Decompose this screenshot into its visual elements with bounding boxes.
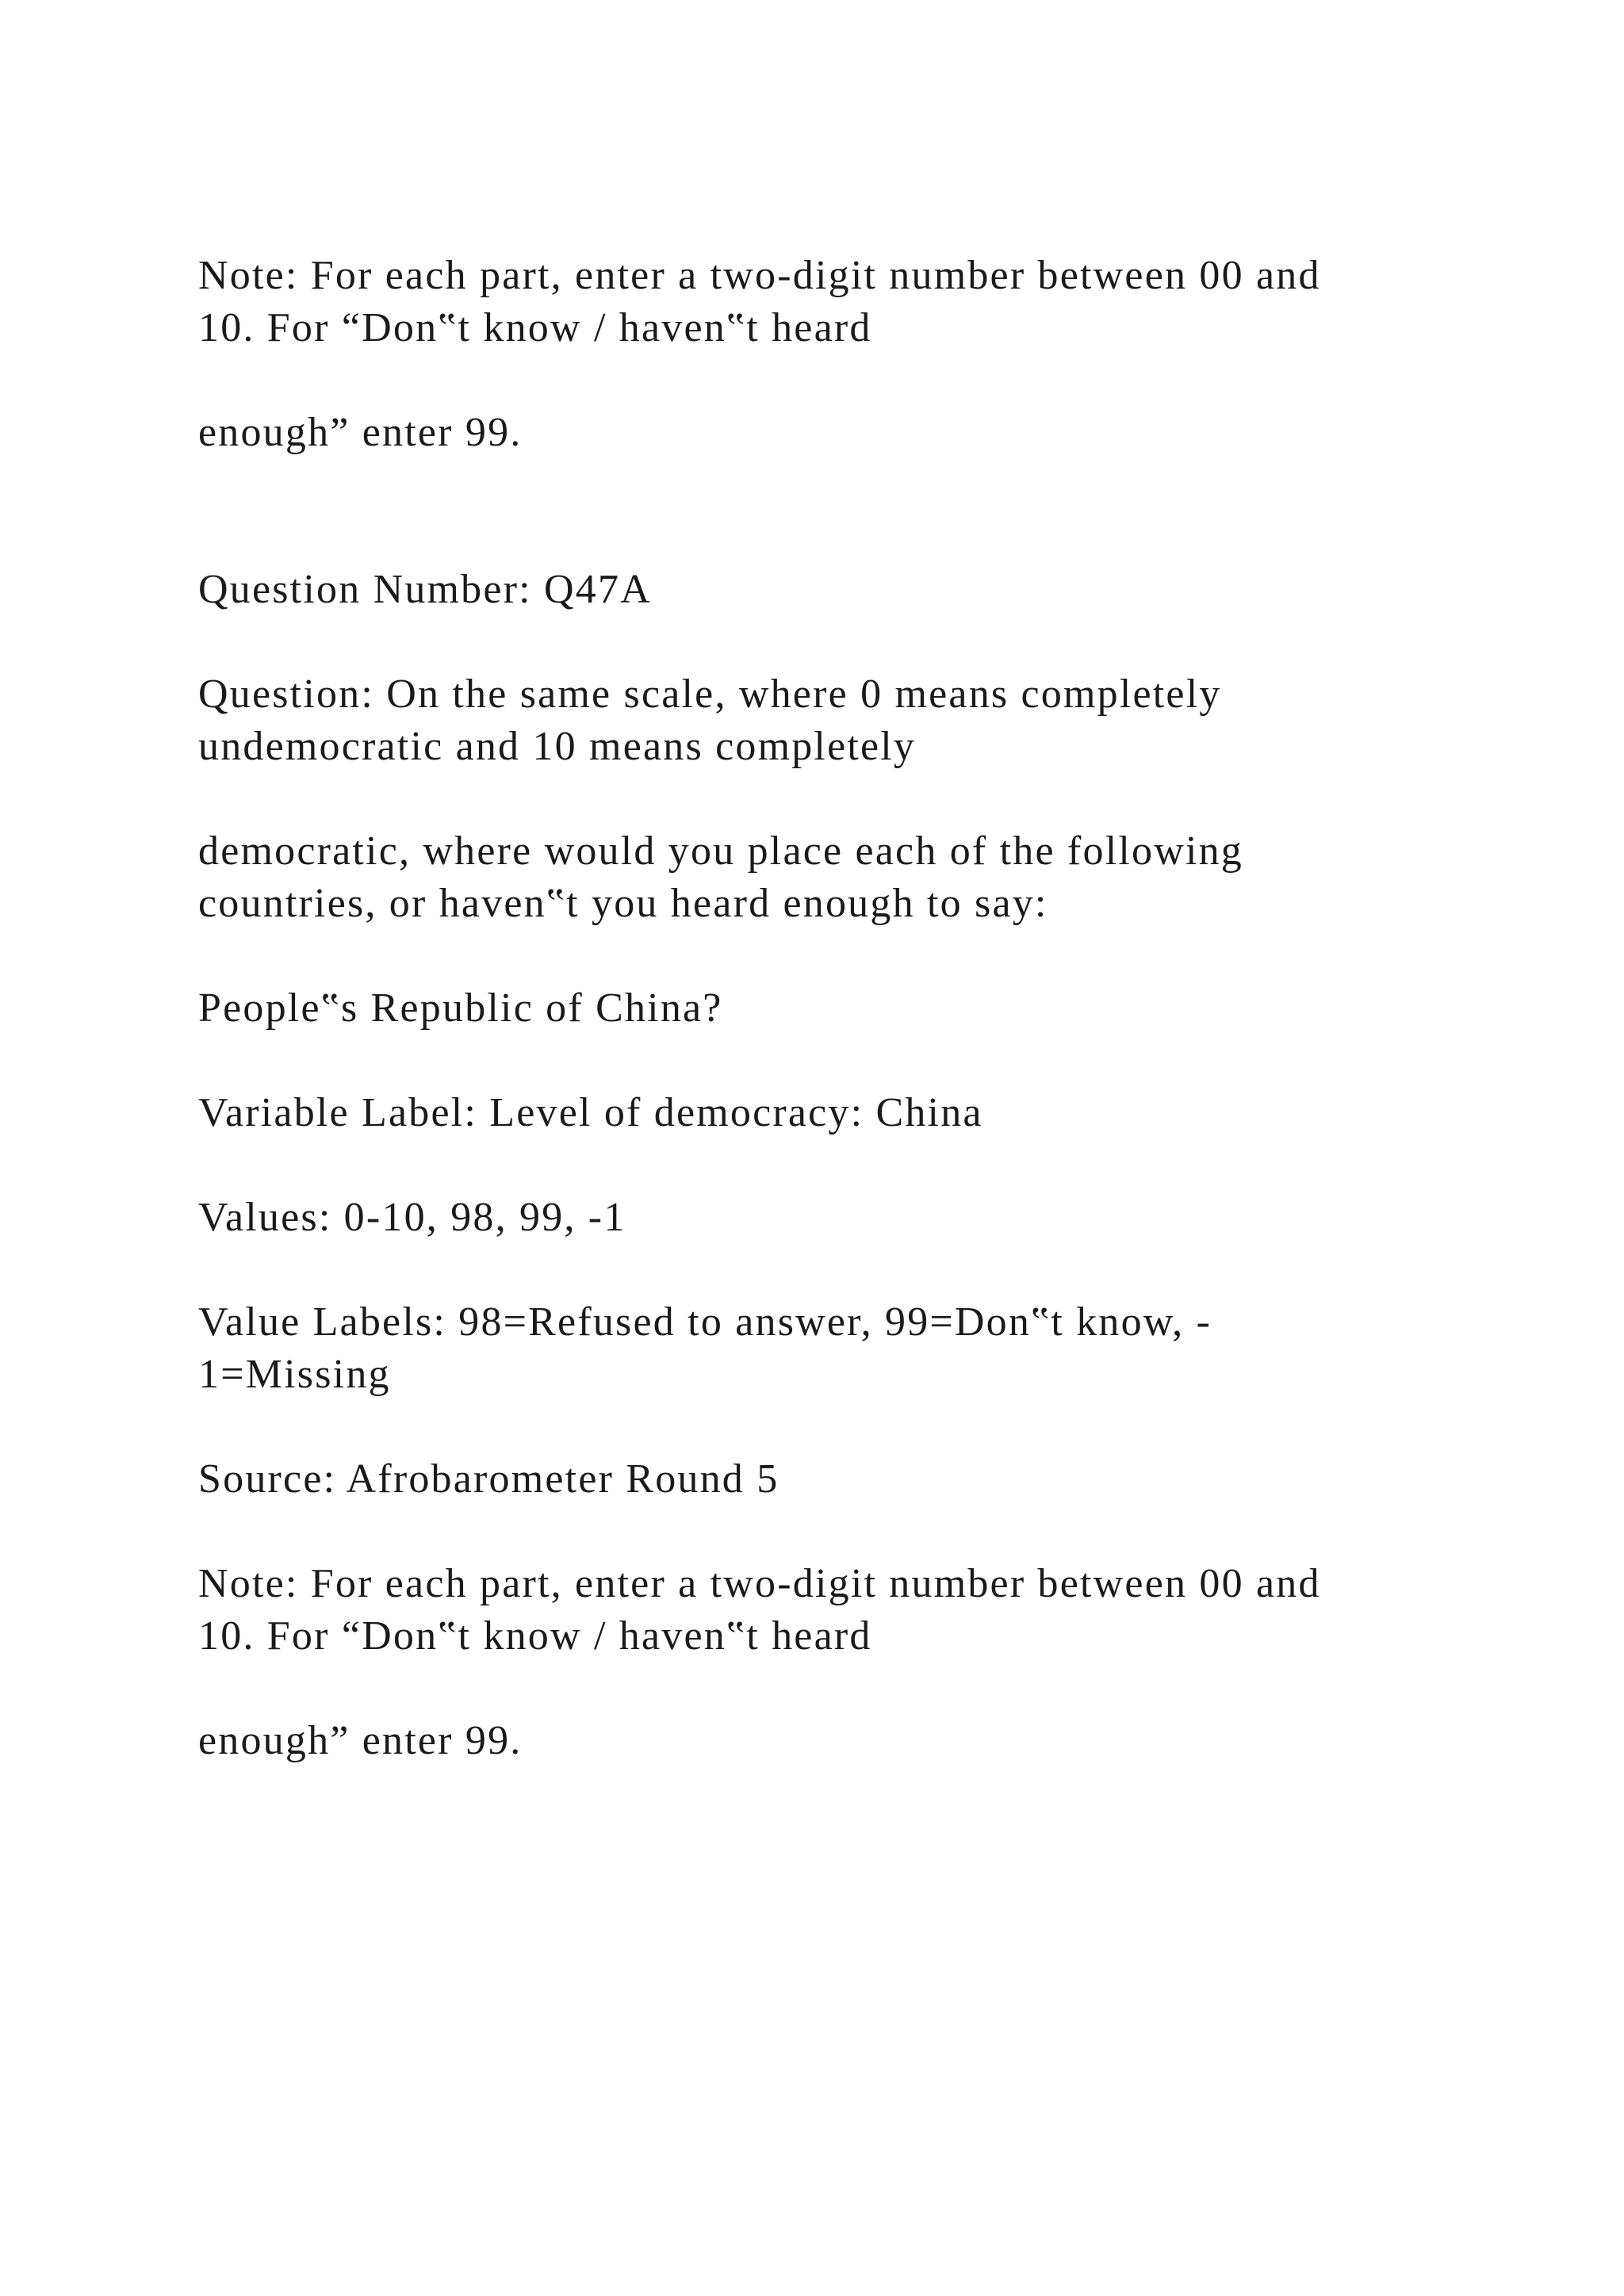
question-line-2: undemocratic and 10 means completely — [198, 724, 917, 769]
question-line-1: Question: On the same scale, where 0 means completely — [198, 672, 1222, 717]
note-2-line-2: 10. For “Don‟t know / haven‟t heard — [198, 1613, 872, 1659]
note-2-line-3: enough” enter 99. — [198, 1718, 523, 1763]
question-line-3: democratic, where would you place each of the following — [198, 828, 1243, 874]
value-labels-line-2: 1=Missing — [198, 1352, 391, 1397]
question-line-5: People‟s Republic of China? — [198, 985, 723, 1031]
source: Source: Afrobarometer Round 5 — [198, 1456, 779, 1502]
note-2-line-1: Note: For each part, enter a two-digit number between 00 and — [198, 1561, 1321, 1606]
note-line-2: 10. For “Don‟t know / haven‟t heard — [198, 305, 872, 350]
variable-label: Variable Label: Level of democracy: China — [198, 1090, 983, 1135]
question-number: Question Number: Q47A — [198, 567, 652, 612]
note-line-1: Note: For each part, enter a two-digit number between 00 and — [198, 253, 1321, 298]
value-labels-line-1: Value Labels: 98=Refused to answer, 99=Don‟t know, - — [198, 1299, 1212, 1345]
values: Values: 0-10, 98, 99, -1 — [198, 1195, 626, 1240]
note-line-3: enough” enter 99. — [198, 410, 523, 455]
question-line-4: countries, or haven‟t you heard enough to say: — [198, 881, 1048, 926]
